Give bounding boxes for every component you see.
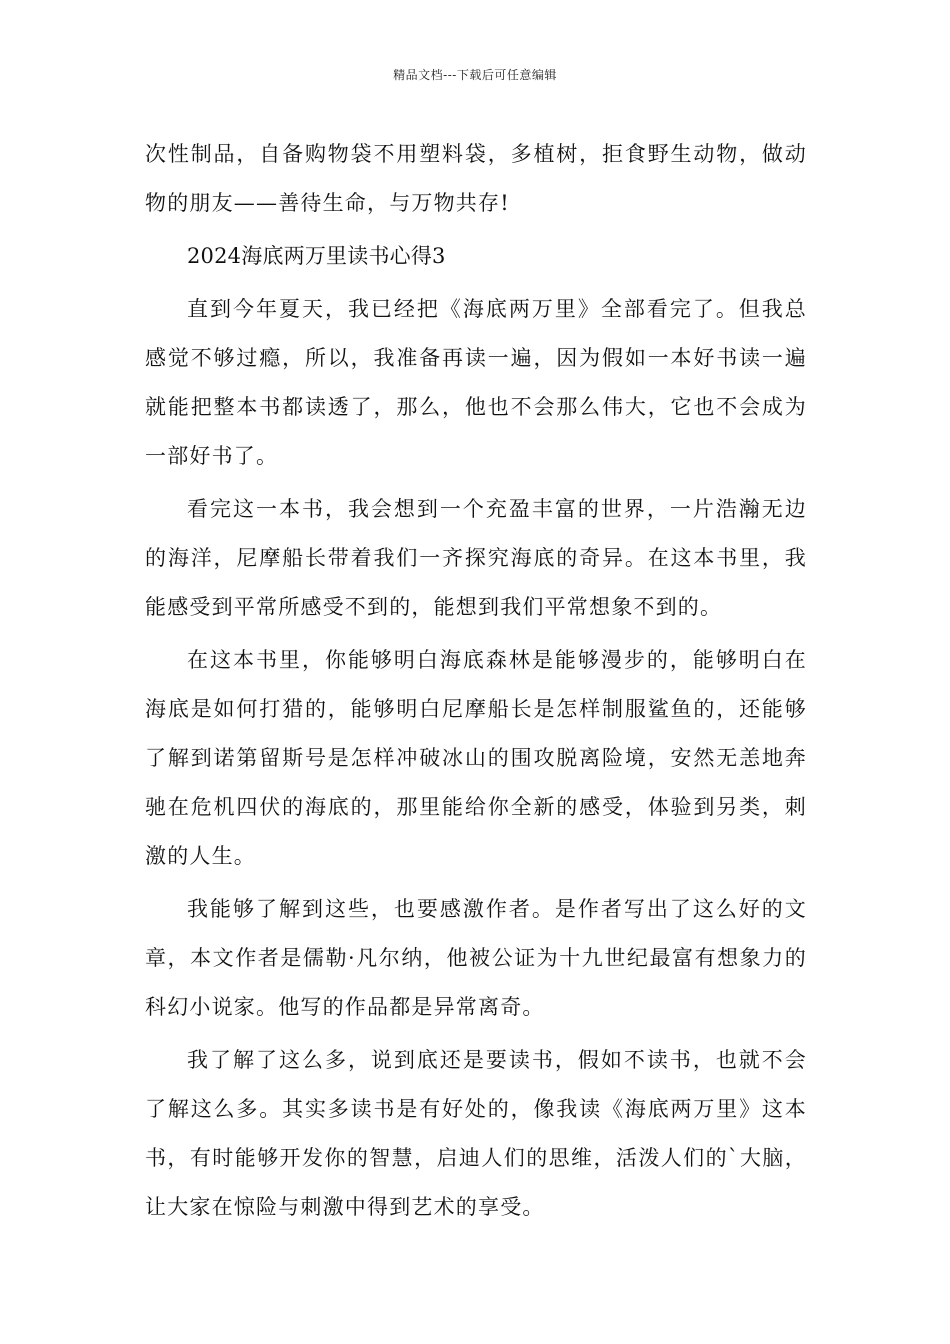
paragraph: 我能够了解到这些，也要感激作者。是作者写出了这么好的文章，本文作者是儒勒·凡尔纳，他被公证为十九世纪最富有想象力的科幻小说家。他写的作品都是异常离奇。 — [145, 897, 807, 1019]
paragraph-continued: 次性制品，自备购物袋不用塑料袋，多植树，拒食野生动物，做动物的朋友——善待生命，与万物共存! — [145, 142, 807, 215]
page-header: 精品文档---下载后可任意编辑 — [393, 68, 557, 82]
section-heading: 2024海底两万里读书心得3 — [187, 244, 446, 268]
paragraph: 我了解了这么多，说到底还是要读书，假如不读书，也就不会了解这么多。其实多读书是有好处的，像我读《海底两万里》这本书，有时能够开发你的智慧，启迪人们的思维，活泼人们的`大脑，让大家在惊险与刺激中得到艺术的享受。 — [145, 1048, 807, 1219]
document-body — [145, 130, 807, 1236]
paragraph: 直到今年夏天，我已经把《海底两万里》全部看完了。但我总感觉不够过瘾，所以，我准备再读一遍，因为假如一本好书读一遍就能把整本书都读透了，那么，他也不会那么伟大，它也不会成为一部好书了。 — [145, 297, 807, 468]
paragraph: 在这本书里，你能够明白海底森林是能够漫步的，能够明白在海底是如何打猎的，能够明白尼摩船长是怎样制服鲨鱼的，还能够了解到诺第留斯号是怎样冲破冰山的围攻脱离险境，安然无恙地奔驰在危机四伏的海底的，那里能给你全新的感受，体验到另类，刺激的人生。 — [145, 648, 807, 868]
paragraph: 看完这一本书，我会想到一个充盈丰富的世界，一片浩瀚无边的海洋，尼摩船长带着我们一齐探究海底的奇异。在这本书里，我能感受到平常所感受不到的，能想到我们平常想象不到的。 — [145, 497, 807, 619]
